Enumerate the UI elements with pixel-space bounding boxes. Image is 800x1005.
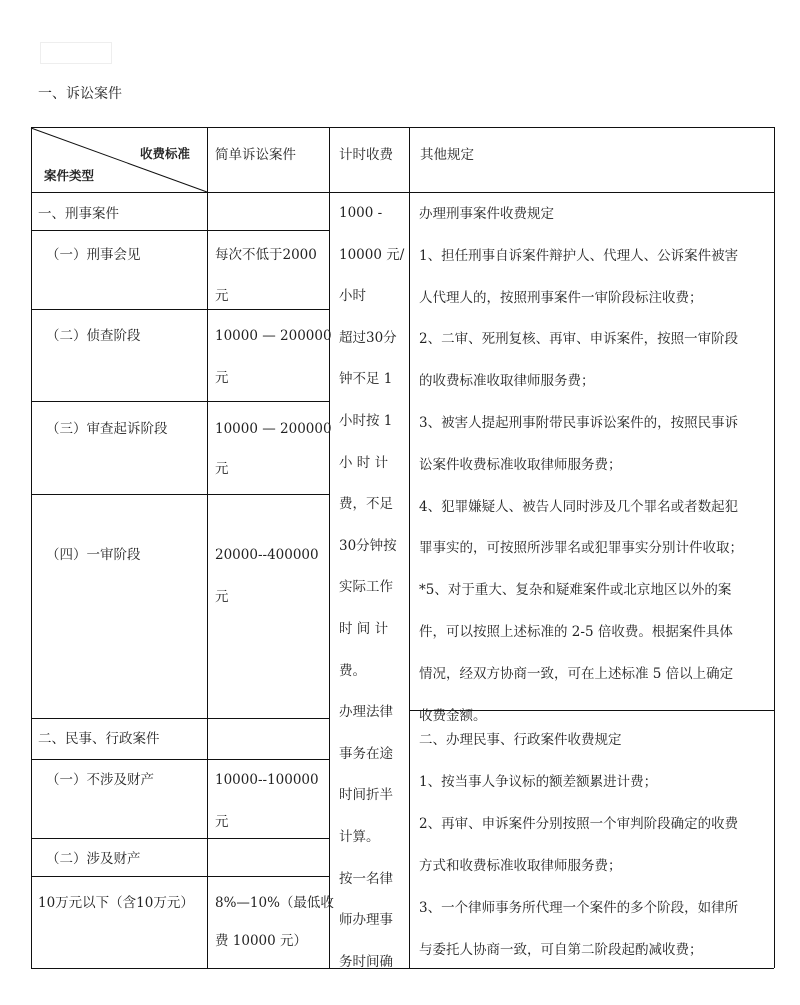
hourly-line: 小时按 1 [339,412,393,429]
rule-line: *5、对于重大、复杂和疑难案件或北京地区以外的案 [419,582,732,599]
hourly-line: 按一名律 [339,870,393,887]
rule-line: 二、办理民事、行政案件收费规定 [419,732,622,748]
hourly-line: 小 时 计 [339,454,389,471]
rule-line: 2、再审、申诉案件分别按照一个审判阶段确定的收费 [419,816,739,832]
diag-bottom-label: 案件类型 [44,168,95,183]
header-other-rules: 其他规定 [420,147,474,163]
simple-fee: 每次不低于2000 [215,247,317,263]
rule-line: 办理刑事案件收费规定 [419,206,554,222]
rule-line: 2、二审、死刑复核、再审、申诉案件，按照一审阶段 [419,331,739,348]
rule-line: 收费金额。 [419,707,487,724]
case-type: （二）涉及财产 [46,851,141,867]
case-type: （三）审查起诉阶段 [46,421,168,437]
diag-top-label: 收费标准 [140,146,191,161]
hourly-line: 时间折半 [339,787,393,804]
hourly-line: 务时间确 [339,953,393,970]
hourly-line: 费，不足 [339,496,393,513]
rule-line: 讼案件收费标准收取律师服务费； [419,456,622,473]
hourly-line: 超过30分 [339,329,397,346]
hourly-line: 时 间 计 [339,620,389,637]
rule-line: 罪事实的，可按照所涉罪名或犯罪事实分别计件收取； [419,540,743,557]
hourly-line: 10000 元/ [339,246,405,263]
simple-fee: 10000--100000 [215,772,319,788]
rule-line: 与委托人协商一致，可自第二阶段起酌减收费； [419,942,703,958]
hourly-line: 事务在途 [339,745,393,762]
hourly-fee-text [339,193,405,983]
rule-line: 4、犯罪嫌疑人、被告人同时涉及几个罪名或者数起犯 [419,498,739,515]
simple-fee: 元 [215,288,229,304]
hourly-line: 费。 [339,662,366,679]
case-type: （四）一审阶段 [46,547,141,563]
simple-fee: 元 [215,814,229,830]
rule-line: 1、担任刑事自诉案件辩护人、代理人、公诉案件被害 [419,247,739,264]
rule-line: 1、按当事人争议标的额差额累进计费； [419,774,658,790]
rule-line: 件，可以按照上述标准的 2-5 倍收费。根据案件具体 [419,623,733,640]
hourly-line: 实际工作 [339,579,393,596]
hourly-line: 1000 - [339,205,383,221]
simple-fee: 元 [215,589,229,605]
rule-line: 方式和收费标准收取律师服务费； [419,858,622,874]
case-type: （二）侦查阶段 [46,328,141,344]
rule-line: 的收费标准收取律师服务费； [419,373,595,390]
case-type: （一）不涉及财产 [46,772,154,788]
hourly-line: 办理法律 [339,704,393,721]
section-heading: 一、诉讼案件 [38,86,122,102]
rule-line: 3、一个律师事务所代理一个案件的多个阶段，如律所 [419,900,739,916]
rule-line: 人代理人的，按照刑事案件一审阶段标注收费； [419,289,703,306]
simple-fee: 20000--400000 [215,547,319,563]
hourly-line: 30分钟按 [339,537,397,554]
case-type: 一、刑事案件 [38,206,119,222]
civil-rules [419,719,771,971]
rule-line: 情况，经双方协商一致，可在上述标准 5 倍以上确定 [419,665,734,682]
header-hourly-fee: 计时收费 [339,147,393,163]
simple-fee: 元 [215,370,229,386]
case-type: 二、民事、行政案件 [38,731,160,747]
criminal-rules [419,194,771,737]
simple-fee: 10000 — 200000 [215,328,332,344]
hourly-line: 师办理事 [339,912,393,929]
hourly-line: 钟不足 1 [339,371,393,388]
simple-fee: 元 [215,461,229,477]
simple-fee: 8%—10%（最低收 [215,895,334,911]
rule-line: 3、被害人提起刑事附带民事诉讼案件的，按照民事诉 [419,414,739,431]
case-type: （一）刑事会见 [46,247,141,263]
hourly-line: 小时 [339,288,366,305]
hourly-line: 计算。 [339,828,380,845]
simple-fee: 费 10000 元） [215,933,308,949]
simple-fee: 10000 — 200000 [215,421,332,437]
header-simple-cases: 简单诉讼案件 [215,147,296,163]
case-type: 10万元以下（含10万元） [38,895,194,911]
